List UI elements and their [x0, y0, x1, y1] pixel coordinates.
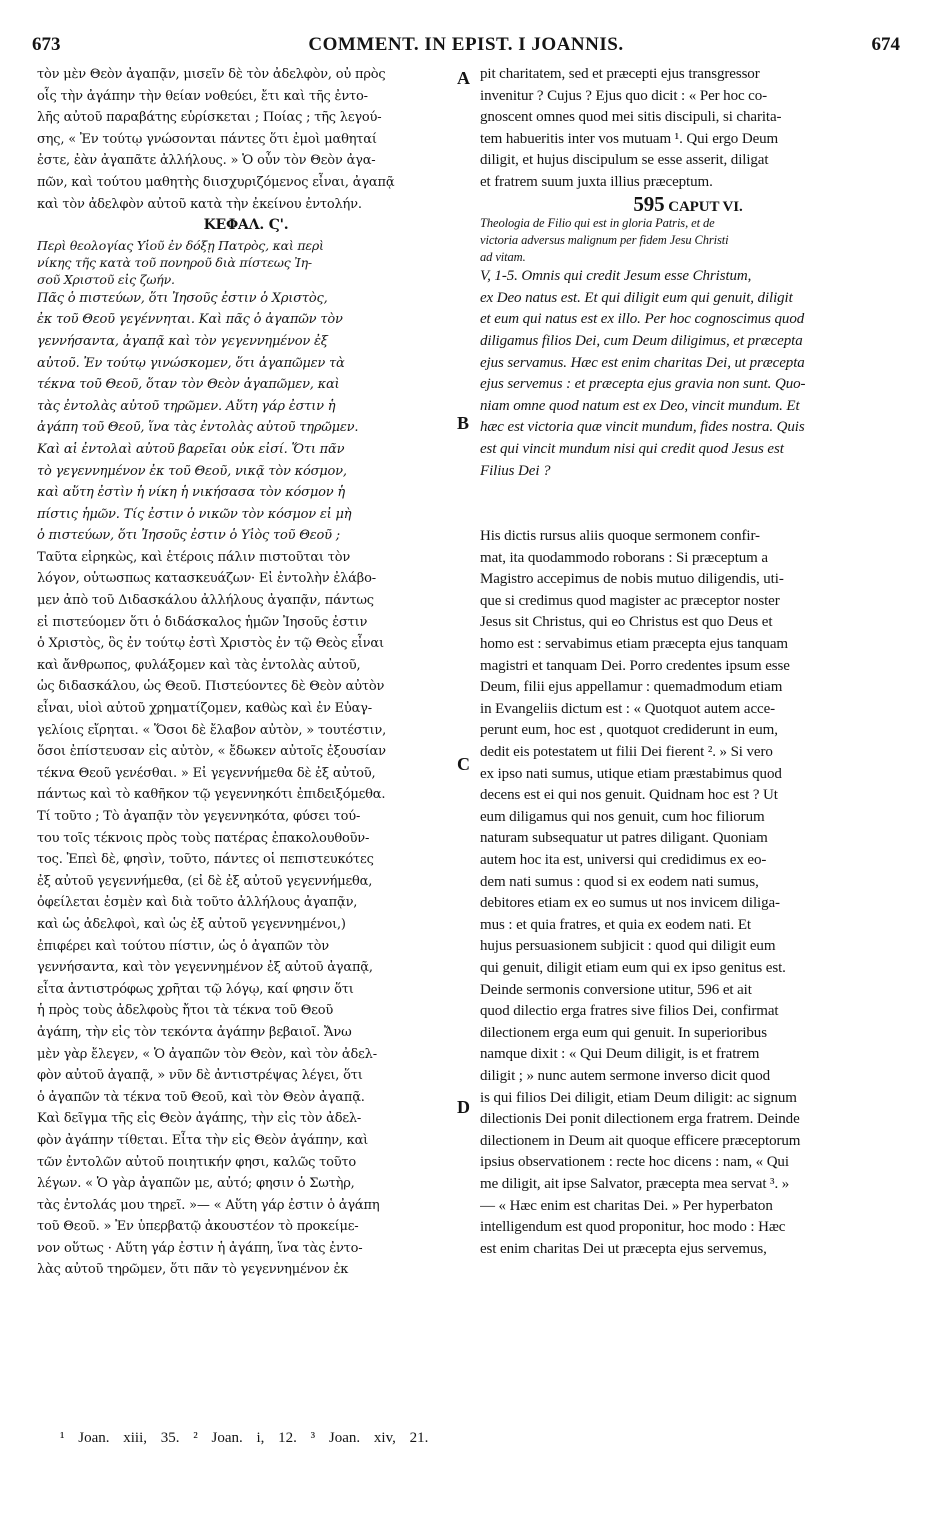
- latin-text-line: que si credimus quod magister ac præceptor noster: [480, 592, 780, 609]
- latin-text-line: dem nati sumus : quod si ex eodem nati sumus,: [480, 873, 759, 890]
- greek-text-line: ὁ ἀγαπῶν τὰ τέκνα τοῦ Θεοῦ, καὶ τὸν Θεὸν ἀγαπᾷ.: [37, 1089, 365, 1105]
- greek-text-line: λῆς αὐτοῦ παραβάτης εὑρίσκεται ; Ποίας ; τῆς λεγού-: [37, 110, 382, 126]
- latin-text-line: magistri et tanquam Dei. Porro credentes ipsum esse: [480, 657, 790, 674]
- latin-text-line: perunt eum, hoc est , quotquot crediderunt in eum,: [480, 722, 778, 739]
- page-number-left: 673: [32, 34, 61, 55]
- latin-scripture-line: V, 1-5. Omnis qui credit Jesum esse Christum,: [480, 268, 752, 285]
- greek-chapter-heading: ΚΕΦΑΛ. Ϛ'.: [203, 217, 289, 234]
- greek-text-line: τοῦ Θεοῦ. » Ἐν ὑπερβατῷ ἀκουστέον τὸ προκείμε-: [37, 1219, 359, 1235]
- greek-text-line: τὰς ἐντολάς μου τηρεῖ. »— « Αὕτη γάρ ἐστιν ὁ ἀγάπη: [37, 1197, 380, 1213]
- latin-summary-line: victoria adversus malignum per fidem Jesu Christi: [480, 233, 729, 248]
- greek-text-line: τος. Ἐπεὶ δὲ, φησὶν, τοῦτο, πάντες οἱ πεπιστευκότες: [37, 852, 374, 868]
- greek-text-line: καὶ ὡς ἀδελφοὶ, καὶ ὡς ἐξ αὐτοῦ γεγεννημένοι,): [37, 916, 346, 932]
- greek-text-line: φὸν ἀγάπην τίθεται. Εἶτα τὴν εἰς Θεὸν ἀγάπην, καὶ: [37, 1132, 369, 1148]
- greek-scripture-line: καὶ αὕτη ἐστὶν ἡ νίκη ἡ νικήσασα τὸν κόσμον ἡ: [37, 485, 345, 501]
- greek-text-line: ὀφείλεται ἐσμὲν καὶ διὰ τοῦτο ἀλλήλους ἀγαπᾷν,: [37, 895, 358, 911]
- latin-text-line: dilectionis Dei ponit dilectionem erga fratrem. Deinde: [480, 1111, 800, 1128]
- greek-text-line: γεννήσαντα, καὶ τὸν γεγεννημένον ἐξ αὐτοῦ ἀγαπᾷ,: [37, 960, 373, 976]
- latin-text-line: autem hoc ita est, universi qui credidimus ex eo-: [480, 852, 767, 868]
- latin-intro: [480, 64, 896, 194]
- greek-text-line: καὶ ἄνθρωπος, φυλάξομεν καὶ τὰς ἐντολὰς αὐτοῦ,: [37, 657, 361, 673]
- latin-scripture-line: niam omne quod natum est ex Deo, vincit mundum. Et: [480, 397, 800, 414]
- greek-scripture-line: ὁ πιστεύων, ὅτι Ἰησοῦς ἐστιν ὁ Υἱὸς τοῦ Θεοῦ ;: [37, 528, 340, 544]
- latin-page-marker: 595: [633, 193, 665, 216]
- latin-text-line: Jesus sit Christus, qui eo Christus est quo Deus et: [480, 614, 773, 631]
- latin-scripture-line: Filius Dei ?: [480, 462, 551, 479]
- latin-text-line: hujus persuasionem subjicit : quod qui diligit eum: [480, 938, 776, 955]
- greek-text-line: τὸν μὲν Θεὸν ἀγαπᾷν, μισεῖν δὲ τὸν ἀδελφὸν, οὐ πρὸς: [37, 67, 386, 82]
- greek-text-line: πῶν, καὶ τούτου μαθητὴς διισχυριζόμενος εἶναι, ἀγαπᾷ: [37, 174, 395, 190]
- greek-scripture-line: ἀγάπη τοῦ Θεοῦ, ἵνα τὰς ἐντολὰς αὐτοῦ τηρῶμεν.: [37, 420, 359, 436]
- page-number-right: 674: [871, 34, 900, 55]
- greek-text-line: νον οὕτως · Αὕτη γάρ ἐστιν ἡ ἀγάπη, ἵνα τὰς ἐντο-: [37, 1240, 363, 1256]
- latin-text-line: gnoscent omnes quod mei sitis discipuli, si charita-: [480, 109, 782, 126]
- latin-text-line: diligit ; » nunc autem sermone inverso dicit quod: [480, 1067, 771, 1084]
- greek-text-line: λέγων. « Ὁ γὰρ ἀγαπῶν με, αὐτό; φησιν ὁ Σωτὴρ,: [37, 1176, 355, 1192]
- latin-text-line: quod dilectio erga fratres sive filios Dei, confirmat: [480, 1003, 779, 1020]
- greek-scripture-line: γεννήσαντα, ἀγαπᾷ καὶ τὸν γεγεννημένον ἐξ: [37, 333, 328, 349]
- latin-text-line: dilectionem in Deum ait quoque efficere præceptorum: [480, 1132, 801, 1149]
- greek-text-line: Τί τοῦτο ; Τὸ ἀγαπᾷν τὸν γεγεννηκότα, φύσει τού-: [37, 809, 361, 824]
- greek-text-line: Ταῦτα εἰρηκὼς, καὶ ἑτέροις πάλιν πιστοῦται τὸν: [37, 549, 351, 565]
- latin-text-line: qui genuit, diligit etiam eum qui ex ipso genitus est.: [480, 959, 786, 976]
- latin-text-line: et fratrem suum juxta illius præceptum.: [480, 173, 713, 190]
- latin-text-line: est enim charitas Dei ut præcepta ejus servemus,: [480, 1240, 767, 1257]
- latin-column: [480, 64, 896, 1260]
- latin-scripture-text: [480, 266, 896, 482]
- greek-text-line: ἐστε, ἐὰν ἀγαπᾶτε ἀλλήλους. » Ὁ οὖν τὸν Θεὸν ἀγα-: [37, 153, 376, 169]
- greek-scripture-line: τὸ γεγεννημένον ἐκ τοῦ Θεοῦ, νικᾷ τὸν κόσμον,: [37, 463, 347, 479]
- latin-commentary: [480, 526, 896, 1260]
- greek-column: [37, 64, 455, 1281]
- greek-chapter-summary: [37, 237, 455, 288]
- latin-scripture-line: ejus servamus. Hæc est enim charitas Dei, ut præcepta: [480, 354, 805, 371]
- latin-chapter-summary: [480, 215, 896, 266]
- latin-text-line: debitores etiam ex eo sumus ut nos invicem diliga-: [480, 895, 780, 912]
- greek-text-line: λὰς αὐτοῦ τηρῶμεν, ὅτι πᾶν τὸ γεγεννημένον ἐκ: [37, 1262, 349, 1278]
- latin-text-line: ipsius observationem : recte hoc dicens : nam, « Qui: [480, 1154, 789, 1171]
- latin-text-line: His dictis rursus aliis quoque sermonem confir-: [480, 528, 760, 545]
- latin-chapter-heading-row: [480, 194, 896, 216]
- latin-scripture-line: est qui vincit mundum nisi qui credit quod Jesus est: [480, 440, 784, 457]
- greek-scripture-line: αὐτοῦ. Ἐν τούτῳ γινώσκομεν, ὅτι ἀγαπῶμεν τὰ: [37, 355, 345, 371]
- latin-text-line: homo est : servabimus etiam præcepta ejus tanquam: [480, 636, 788, 653]
- margin-letter-c: C: [457, 754, 470, 774]
- greek-commentary: [37, 547, 455, 1281]
- latin-text-line: mat, ita quodammodo roborans : Si præceptum a: [480, 549, 768, 566]
- greek-scripture-line: Καὶ αἱ ἐντολαὶ αὐτοῦ βαρεῖαι οὐκ εἰσί. Ὅτι πᾶν: [37, 441, 345, 457]
- latin-scripture-line: diligamus filios Dei, cum Deum diligimus, et præcepta: [480, 332, 803, 349]
- latin-chapter-heading: CAPUT VI.: [668, 198, 743, 215]
- latin-text-line: dedit eis potestatem ut filii Dei fierent ². » Si vero: [480, 744, 773, 761]
- greek-text-line: μεν ἀπὸ τοῦ Διδασκάλου ἀλλήλους ἀγαπᾷν, πάντως: [37, 593, 374, 609]
- greek-text-line: ὁ Χριστὸς, ὃς ἐν τούτῳ ἐστὶ Χριστὸς ἐν τῷ Θεὸς εἶναι: [37, 636, 384, 652]
- greek-text-line: καὶ τὸν ἀδελφὸν αὐτοῦ κατὰ τὴν ἐκείνου ἐντολήν.: [37, 196, 362, 212]
- latin-text-line: invenitur ? Cujus ? Ejus quo dicit : « Per hoc co-: [480, 87, 768, 104]
- greek-scripture-line: τὰς ἐντολὰς αὐτοῦ τηρῶμεν. Αὕτη γάρ ἐστιν ἡ: [37, 398, 336, 414]
- latin-summary-line: Theologia de Filio qui est in gloria Patris, et de: [480, 216, 715, 231]
- greek-scripture-line: πίστις ἡμῶν. Τίς ἐστιν ὁ νικῶν τὸν κόσμον εἰ μὴ: [37, 506, 352, 522]
- footnotes: ¹ Joan. xiii, 35. ² Joan. i, 12. ³ Joan. xiv, 21.: [60, 1430, 429, 1446]
- latin-text-line: Deinde sermonis conversione utitur, 596 et ait: [480, 981, 752, 998]
- greek-scripture-line: ἐκ τοῦ Θεοῦ γεγέννηται. Καὶ πᾶς ὁ ἀγαπῶν τὸν: [37, 312, 343, 328]
- greek-text-line: ὡς διδασκάλου, ὡς Θεοῦ. Πιστεύοντες δὲ Θεὸν αὐτὸν: [37, 679, 385, 695]
- margin-letter-b: B: [457, 413, 470, 433]
- greek-scripture-text: [37, 288, 455, 547]
- greek-text-line: εἶτα ἀντιστρόφως χρῆται τῷ λόγῳ, καί φησιν ὅτι: [37, 981, 354, 997]
- greek-text-line: ἀγάπη, τὴν εἰς τὸν τεκόντα ἀγάπην βεβαιοῖ. Ἄνω: [37, 1024, 352, 1040]
- greek-scripture-line: Πᾶς ὁ πιστεύων, ὅτι Ἰησοῦς ἐστιν ὁ Χριστὸς,: [37, 290, 328, 306]
- latin-text-line: Deum, filii ejus appellamur : quemadmodum etiam: [480, 679, 783, 696]
- greek-text-line: σης, « Ἐν τούτῳ γνώσονται πάντες ὅτι ἐμοὶ μαθηταί: [37, 131, 377, 147]
- latin-text-line: Magistro accepimus de nobis mutuo diligendis, uti-: [480, 571, 784, 588]
- latin-text-line: me diligit, ait ipse Salvator, præcepta mea servat ³. »: [480, 1175, 790, 1192]
- latin-text-line: pit charitatem, sed et præcepti ejus transgressor: [480, 66, 760, 82]
- greek-scripture-line: τέκνα τοῦ Θεοῦ, ὅταν τὸν Θεὸν ἀγαπῶμεν, καὶ: [37, 377, 340, 393]
- greek-text-line: εἶναι, υἱοὶ αὐτοῦ χρηματίζομεν, καθὼς καὶ ἐν Εὐαγ-: [37, 701, 372, 717]
- latin-text-line: is qui filios Dei diligit, etiam Deum diligit: ac signum: [480, 1089, 797, 1106]
- greek-text-line: Καὶ δεῖγμα τῆς εἰς Θεὸν ἀγάπης, τὴν εἰς τὸν ἀδελ-: [37, 1111, 362, 1127]
- latin-text-line: dilectionem erga eum qui genuit. In superioribus: [480, 1024, 767, 1041]
- greek-text-line: ὅσοι ἐπίστευσαν εἰς αὐτὸν, « ἔδωκεν αὐτοῖς ἐξουσίαν: [37, 744, 386, 760]
- latin-scripture-line: et eum qui natus est ex illo. Per hoc cognoscimus quod: [480, 311, 805, 328]
- latin-text-line: intelligendum est quod proponitur, hoc modo : Hæc: [480, 1219, 786, 1236]
- greek-summary-line: Περὶ θεολογίας Υἱοῦ ἐν δόξῃ Πατρὸς, καὶ περὶ: [37, 237, 324, 253]
- margin-letter-a: A: [457, 68, 470, 88]
- greek-text-line: του τοῖς τέκνοις πρὸς τοὺς πατέρας ἐπακολουθοῦν-: [37, 830, 370, 846]
- latin-text-line: decens est ei qui nos genuit. Quidnam hoc est ? Ut: [480, 787, 778, 804]
- greek-text-line: τέκνα Θεοῦ γενέσθαι. » Εἰ γεγεννήμεθα δὲ ἐξ αὐτοῦ,: [37, 765, 376, 781]
- latin-text-line: diligit, et hujus discipulum se esse asserit, diligat: [480, 152, 769, 169]
- latin-summary-line: ad vitam.: [480, 250, 526, 265]
- latin-text-line: naturam subsequatur ut patres diligant. Quoniam: [480, 830, 768, 847]
- greek-summary-line: σοῦ Χριστοῦ εἰς ζωήν.: [37, 271, 175, 287]
- latin-text-line: tem habueritis inter vos mutuam ¹. Qui ergo Deum: [480, 130, 779, 147]
- running-header: [32, 34, 900, 58]
- greek-text-line: μὲν γὰρ ἔλεγεν, « Ὁ ἀγαπῶν τὸν Θεὸν, καὶ τὸν ἀδελ-: [37, 1046, 377, 1062]
- latin-text-line: namque dixit : « Qui Deum diligit, is et fratrem: [480, 1046, 760, 1063]
- greek-text-line: λόγον, οὑτωσπως κατασκευάζων· Εἰ ἐντολὴν ἐλάβο-: [37, 571, 376, 587]
- greek-text-line: ἐξ αὐτοῦ γεγεννήμεθα, (εἰ δὲ ἐξ αὐτοῦ γεγεννήμεθα,: [37, 873, 373, 889]
- running-title: COMMENT. IN EPIST. I JOANNIS.: [308, 34, 624, 55]
- latin-text-line: eum diligamus qui nos genuit, cum hoc filiorum: [480, 808, 765, 825]
- latin-text-line: in Evangeliis dictum est : « Quotquot autem acce-: [480, 700, 776, 717]
- greek-text-line: γελίοις εἴρηται. « Ὅσοι δὲ ἔλαβον αὐτὸν, » τουτέστιν,: [37, 722, 387, 738]
- greek-text-line: τῶν ἐντολῶν αὐτοῦ ποιητικήν φησι, καλῶς τοῦτο: [37, 1154, 357, 1170]
- greek-intro: [37, 64, 455, 215]
- greek-summary-line: νίκης τῆς κατὰ τοῦ πονηροῦ διὰ πίστεως Ἰη-: [37, 254, 312, 270]
- greek-text-line: φὸν αὐτοῦ ἀγαπᾷ, » νῦν δὲ ἀντιστρέψας λέγει, ὅτι: [37, 1068, 363, 1084]
- latin-scripture-line: hæc est victoria quæ vincit mundum, fides nostra. Quis: [480, 419, 805, 436]
- greek-text-line: πάντως καὶ τὸ καθῆκον τῷ γεγεννηκότι ἐπιδειξόμεθα.: [37, 787, 386, 803]
- latin-text-line: ex ipso nati sumus, utique etiam præstabimus quod: [480, 765, 782, 782]
- latin-scripture-line: ex Deo natus est. Et qui diligit eum qui genuit, diligit: [480, 289, 793, 306]
- greek-text-line: ἡ πρὸς τοὺς ἀδελφοὺς ἤτοι τὰ τέκνα τοῦ Θεοῦ: [37, 1003, 334, 1019]
- latin-text-line: mus : et quia fratres, et quia ex eodem nati. Et: [480, 916, 751, 933]
- greek-text-line: εἰ πιστεύομεν ὅτι ὁ διδάσκαλος ἡμῶν Ἰησοῦς ἐστιν: [37, 614, 368, 630]
- greek-text-line: οἷς τὴν ἀγάπην τὴν θείαν νοθεύει, ἔτι καὶ τῆς ἐντο-: [37, 88, 368, 104]
- margin-letter-d: D: [457, 1097, 470, 1117]
- greek-text-line: ἐπιφέρει καὶ τούτου πίστιν, ὡς ὁ ἀγαπῶν τὸν: [37, 938, 329, 954]
- latin-scripture-line: ejus servemus : et præcepta ejus gravia non sunt. Quo-: [480, 376, 806, 393]
- latin-text-line: — « Hæc enim est charitas Dei. » Per hyperbaton: [480, 1197, 773, 1214]
